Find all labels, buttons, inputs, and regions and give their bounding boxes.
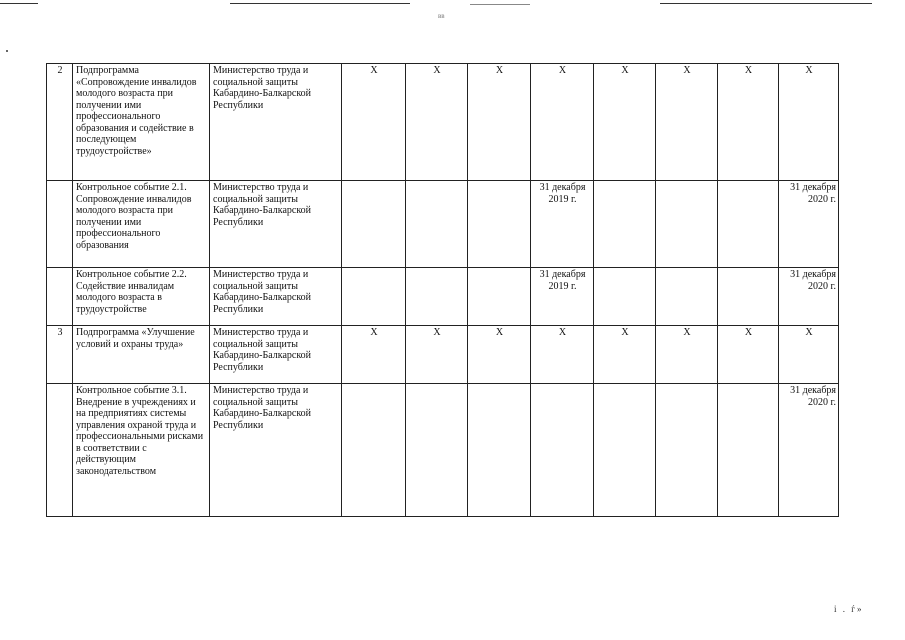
row-cell: X [779,64,839,181]
row-cell: X [342,64,406,181]
table-row [47,384,839,517]
row-cell [468,268,531,326]
row-number [47,268,73,326]
row-cell [468,384,531,517]
row-cell: X [718,64,779,181]
row-cell: X [406,64,468,181]
control-events-table [46,63,839,517]
row-cell: 31 декабря 2019 г. [531,181,594,268]
row-cell: X [779,326,839,384]
row-executor: Министерство труда и социальной защиты Кабардино-Балкарской Республики [210,268,342,326]
row-cell [594,181,656,268]
row-cell: X [531,326,594,384]
row-number: 2 [47,64,73,181]
row-name: Контрольное событие 2.2. Содействие инвалидам молодого возраста в трудоустройстве [73,268,210,326]
row-number [47,384,73,517]
row-cell: X [656,326,718,384]
table-row [47,64,839,181]
row-cell [342,181,406,268]
row-cell [718,181,779,268]
row-cell [656,268,718,326]
row-cell [656,384,718,517]
row-cell [656,181,718,268]
row-cell [468,181,531,268]
scan-edge-line [660,3,872,4]
row-cell: 31 декабря 2020 г. [779,181,839,268]
row-cell: X [342,326,406,384]
row-cell: X [531,64,594,181]
row-cell [531,384,594,517]
row-cell [594,384,656,517]
page-number-mark: вв [438,12,445,20]
row-cell [342,384,406,517]
row-cell: X [594,64,656,181]
row-cell: X [594,326,656,384]
row-cell: X [718,326,779,384]
row-cell: X [656,64,718,181]
table-row [47,181,839,268]
row-name: Контрольное событие 2.1. Сопровождение инвалидов молодого возраста при получении ими профессионального образования [73,181,210,268]
row-name: Контрольное событие 3.1. Внедрение в учреждениях и на предприятиях системы управления охраной труда и профессиональными рисками в соответствии с действующим законодательством [73,384,210,517]
row-number: 3 [47,326,73,384]
row-cell [594,268,656,326]
row-executor: Министерство труда и социальной защиты Кабардино-Балкарской Республики [210,384,342,517]
row-name: Подпрограмма «Сопровождение инвалидов молодого возраста при получении ими профессионального образования и содействие в последующем трудоустройстве» [73,64,210,181]
scan-edge-line [0,3,38,4]
row-cell: X [468,64,531,181]
scan-edge-line [230,3,410,4]
row-cell: X [406,326,468,384]
row-cell: 31 декабря 2019 г. [531,268,594,326]
scan-speck [6,50,8,52]
footer-mark: і . ѓ» [834,604,864,614]
row-cell [718,268,779,326]
table-body [47,64,839,517]
row-number [47,181,73,268]
row-cell: 31 декабря 2020 г. [779,268,839,326]
row-cell: 31 декабря 2020 г. [779,384,839,517]
row-cell [406,181,468,268]
row-cell [406,268,468,326]
row-cell [342,268,406,326]
scan-edge-line [470,4,530,5]
row-name: Подпрограмма «Улучшение условий и охраны труда» [73,326,210,384]
row-cell: X [468,326,531,384]
row-executor: Министерство труда и социальной защиты Кабардино-Балкарской Республики [210,181,342,268]
row-executor: Министерство труда и социальной защиты Кабардино-Балкарской Республики [210,326,342,384]
table-row [47,326,839,384]
table-row [47,268,839,326]
row-executor: Министерство труда и социальной защиты Кабардино-Балкарской Республики [210,64,342,181]
row-cell [406,384,468,517]
row-cell [718,384,779,517]
